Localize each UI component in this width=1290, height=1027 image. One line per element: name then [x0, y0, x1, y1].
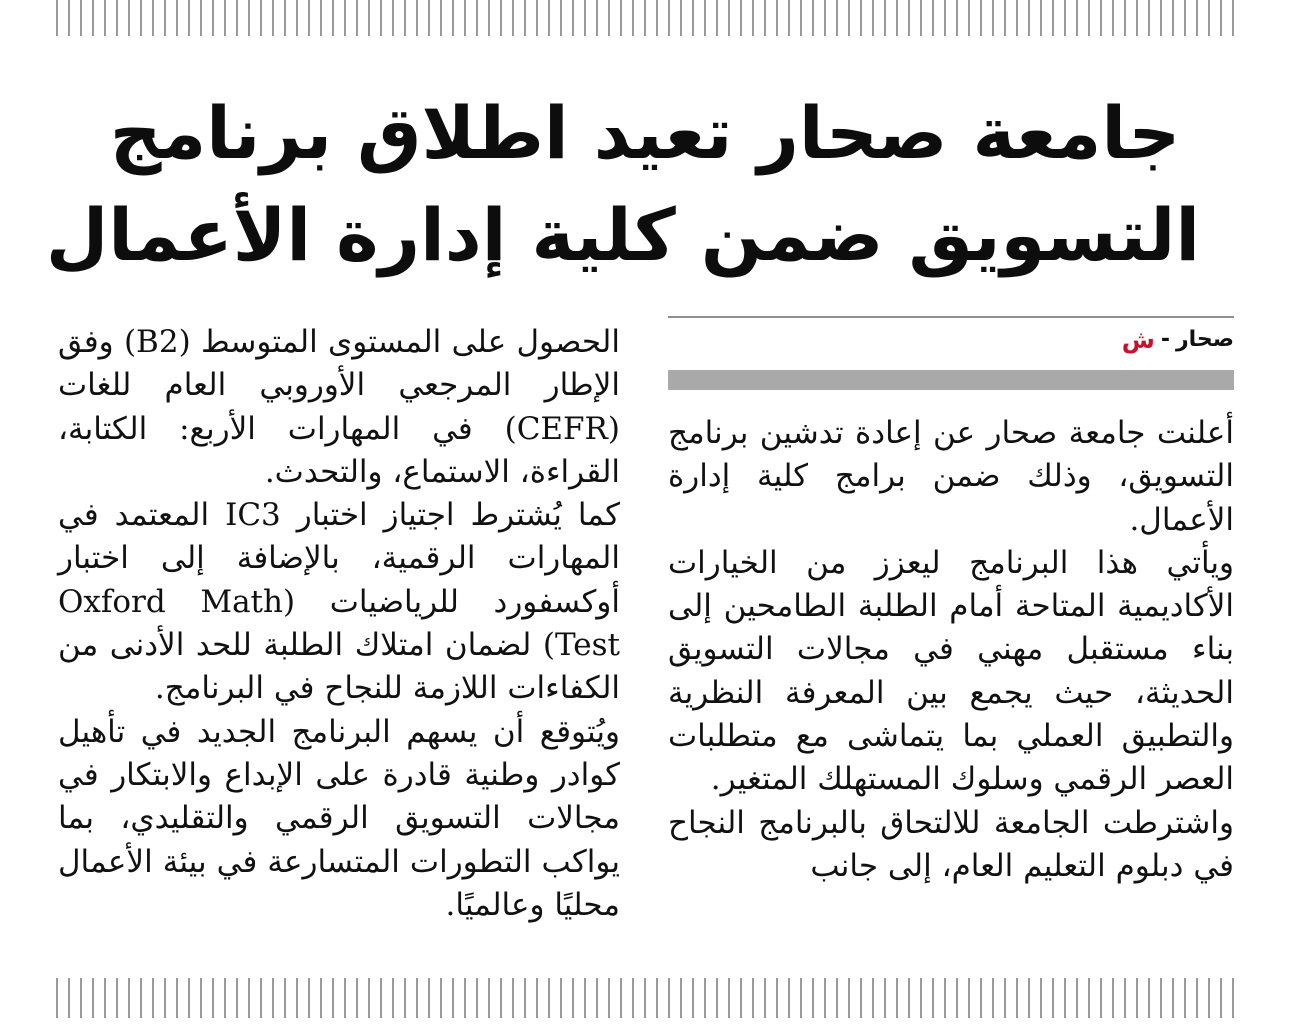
paragraph: الحصول على المستوى المتوسط (B2) وفق الإطار المرجعي الأوروبي العام للغات (CEFR) في المهارات الأربع: الكتابة، القراءة، الاستماع، والتحدث. [58, 324, 620, 490]
paragraph: واشترطت الجامعة للالتحاق بالبرنامج النجاح في دبلوم التعليم العام، إلى جانب [668, 804, 1234, 884]
paragraph: ويأتي هذا البرنامج ليعزز من الخيارات الأكاديمية المتاحة أمام الطلبة الطامحين إلى بناء مستقبل مهني في مجالات التسويق الحديثة، حيث يجمع بين المعرفة النظرية والتطبيق العملي بما يتماشى مع متطلبات العصر الرقمي وسلوك المستهلك المتغير. [668, 544, 1234, 798]
article-column-right [668, 316, 1234, 888]
bottom-decorative-rule [56, 978, 1238, 1018]
headline [45, 82, 1200, 286]
paragraph: ويُتوقع أن يسهم البرنامج الجديد في تأهيل كوادر وطنية قادرة على الإبداع والابتكار في مجالات التسويق الرقمي والتقليدي، بما يواكب التطورات المتسارعة في بيئة الأعمال محليًا وعالميًا. [58, 713, 620, 923]
byline-place: صحار [1175, 327, 1234, 352]
left-column-text [58, 321, 620, 927]
right-column-text [668, 412, 1234, 888]
headline-line-1: جامعة صحار تعيد اطلاق برنامج [109, 91, 1181, 175]
byline-gray-bar [668, 370, 1234, 390]
headline-line-2: التسويق ضمن كلية إدارة الأعمال [45, 193, 1200, 277]
article-column-left [58, 321, 620, 927]
paragraph: أعلنت جامعة صحار عن إعادة تدشين برنامج التسويق، وذلك ضمن برامج كلية إدارة الأعمال. [668, 415, 1234, 538]
paragraph: كما يُشترط اجتياز اختبار IC3 المعتمد في المهارات الرقمية، بالإضافة إلى اختبار أوكسفورد للرياضيات (Oxford Math Test) لضمان امتلاك الطلبة للحد الأدنى من الكفاءات اللازمة للنجاح في البرنامج. [58, 497, 620, 707]
top-decorative-rule [56, 0, 1238, 36]
byline [668, 318, 1234, 362]
agency-logo: ش [1121, 326, 1155, 354]
byline-separator: - [1160, 327, 1170, 352]
